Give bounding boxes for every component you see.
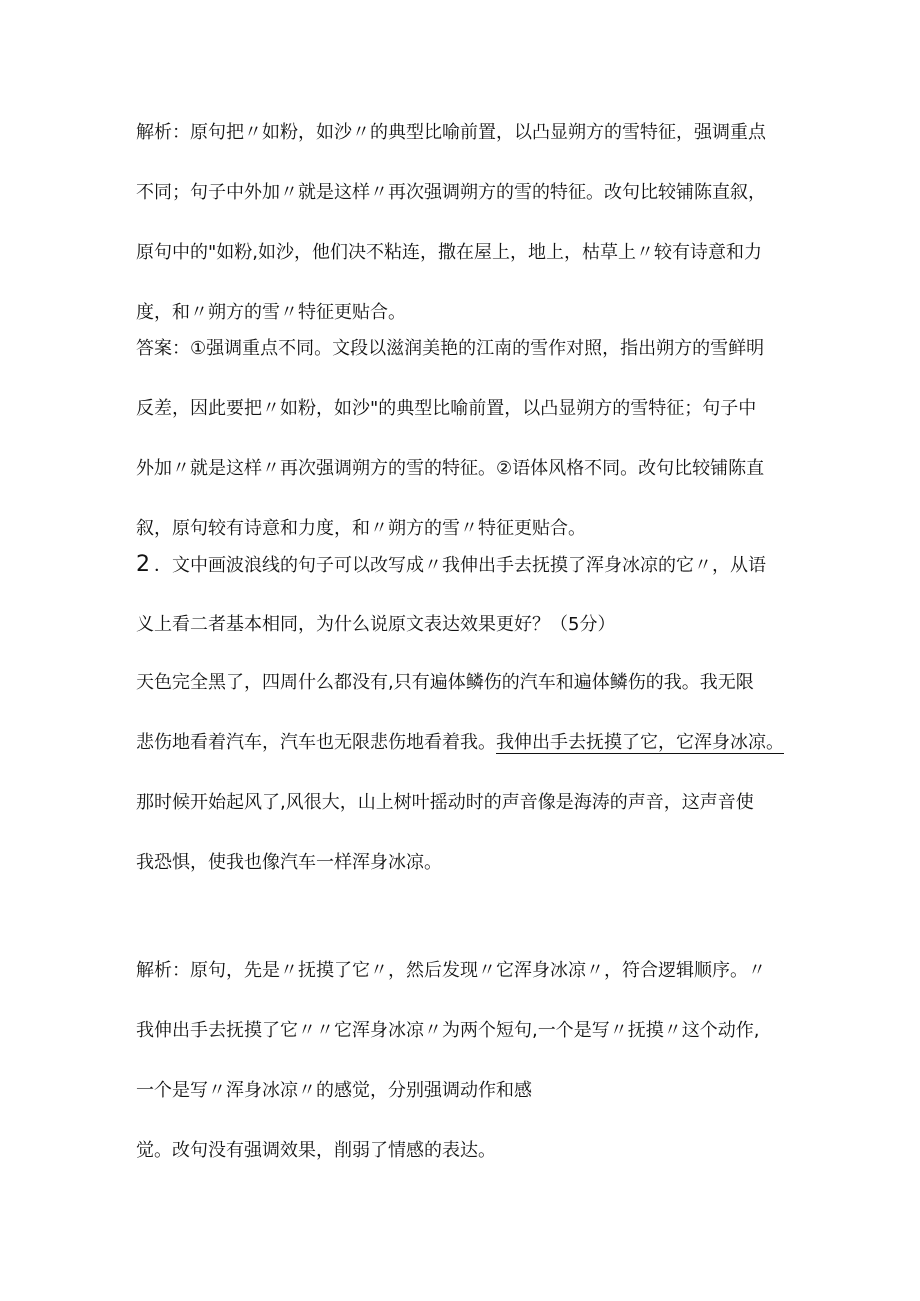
analysis-2-line-3: 一个是写〃浑身冰凉〃的感觉，分别强调动作和感 — [136, 1080, 532, 1101]
analysis-2-line-2: 我伸出手去抚摸了它〃〃它浑身冰凉〃为两个短句,一个是写〃抚摸〃这个动作, — [136, 1020, 760, 1041]
answer-1 — [136, 338, 796, 540]
wavy-underlined-sentence: 我伸出手去抚摸了它，它浑身冰凉。 — [496, 732, 784, 753]
question-2-line-2: 义上看二者基本相同，为什么说原文表达效果更好？（5分） — [136, 614, 616, 635]
passage-line-1: 天色完全黑了，四周什么都没有,只有遍体鳞伤的汽车和遍体鳞伤的我。我无限 — [136, 672, 754, 693]
answer-1-line-4: 叙，原句较有诗意和力度，和〃朔方的雪〃特征更贴合。 — [136, 518, 586, 539]
analysis-2 — [136, 960, 796, 1162]
analysis-1-line-4: 度，和〃朔方的雪〃特征更贴合。 — [136, 302, 406, 323]
passage-line-3: 那时候开始起风了,风很大，山上树叶摇动时的声音像是海涛的声音，这声音使 — [136, 792, 754, 813]
passage-line-2-plain: 悲伤地看着汽车，汽车也无限悲伤地看着我。 — [136, 732, 496, 753]
question-2-text-1: ．文中画波浪线的句子可以改写成〃我伸出手去抚摸了浑身冰凉的它〃，从语 — [154, 555, 766, 576]
passage-line-4: 我恐惧，使我也像汽车一样浑身冰凉。 — [136, 852, 442, 873]
question-2 — [136, 554, 796, 636]
question-number: 2 — [136, 552, 150, 577]
analysis-1-line-3: 原句中的"如粉,如沙，他们决不粘连，撒在屋上，地上，枯草上〃较有诗意和力 — [136, 242, 762, 263]
question-2-line-1 — [136, 554, 796, 576]
passage — [136, 672, 796, 874]
answer-1-line-3: 外加〃就是这样〃再次强调朔方的雪的特征。②语体风格不同。改句比较铺陈直 — [136, 458, 765, 479]
analysis-1-line-2: 不同；句子中外加〃就是这样〃再次强调朔方的雪的特征。改句比较铺陈直叙， — [136, 182, 766, 203]
analysis-1 — [136, 122, 796, 324]
analysis-2-line-4: 觉。改句没有强调效果，削弱了情感的表达。 — [136, 1140, 496, 1161]
analysis-2-line-1: 解析：原句，先是〃抚摸了它〃，然后发现〃它浑身冰凉〃，符合逻辑顺序。〃 — [136, 960, 766, 981]
analysis-1-line-1: 解析：原句把〃如粉，如沙〃的典型比喻前置，以凸显朔方的雪特征，强调重点 — [136, 122, 766, 143]
answer-1-line-2: 反差，因此要把〃如粉，如沙"的典型比喻前置，以凸显朔方的雪特征；句子中 — [136, 398, 757, 419]
answer-1-line-1: 答案：①强调重点不同。文段以滋润美艳的江南的雪作对照，指出朔方的雪鲜明 — [136, 338, 765, 359]
passage-line-2 — [136, 732, 796, 754]
